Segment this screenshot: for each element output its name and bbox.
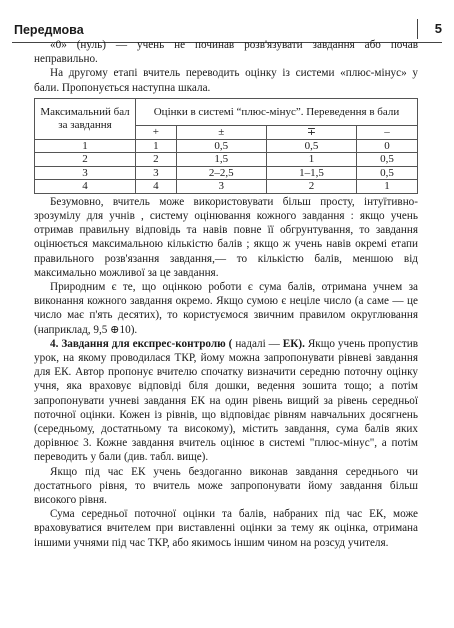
section-4-paragraph bbox=[34, 337, 418, 465]
table-cell: 2 bbox=[136, 153, 177, 167]
paragraph: «0» (нуль) — учень не починав розв'язувати завдання або почав неправильно. bbox=[34, 39, 418, 66]
paragraph: Сума середньої поточної оцінки та балів, набраних під час ЕК, може враховуватися вчителем при виставленні оцінки за тему як оцінка, отримана іншими учнями під час ТКР, або якимось іншим чином на розсуд учителя. bbox=[34, 508, 418, 549]
table-cell: 4 bbox=[35, 180, 136, 194]
table-group-header: Оцінки в системі “плюс-мінус”. Переведення в бали bbox=[136, 98, 418, 125]
table-cell: 1–1,5 bbox=[266, 166, 356, 180]
table-cell: 0,5 bbox=[357, 153, 418, 167]
table-cell: 0 bbox=[357, 139, 418, 153]
column-header: – bbox=[357, 125, 418, 139]
table-cell: 3 bbox=[136, 166, 177, 180]
table-cell: 4 bbox=[136, 180, 177, 194]
table-cell: 2 bbox=[266, 180, 356, 194]
table-cell: 1 bbox=[35, 139, 136, 153]
conversion-table bbox=[34, 98, 418, 194]
column-header: ∓ bbox=[266, 125, 356, 139]
column-header: + bbox=[136, 125, 177, 139]
table-cell: 3 bbox=[176, 180, 266, 194]
paragraph: Природним є те, що оцінкою роботи є сума балів, отримана учнем за виконання кожного завдання окремо. Якщо сумою є неціле число (а саме — це число має п'ять десятих), то користуємося звичним правилом округлювання (наприклад, 9,5 ⊕10). bbox=[34, 281, 418, 336]
section-heading: 4. Завдання для експрес-контролю ( bbox=[50, 337, 233, 350]
table-cell: 3 bbox=[35, 166, 136, 180]
paragraph: Якщо під час ЕК учень бездоганно виконав завдання середнього чи достатнього рівня, то вчитель може запропонувати йому завдання більш високого рівня. bbox=[34, 465, 418, 507]
table-cell: 0,5 bbox=[266, 139, 356, 153]
paragraph: Безумовно, вчитель може використовувати більш просту, інтуїтивно-зрозумілу для учнів , систему оцінювання кожного завдання : якщо учень отримав правильну відповідь та навів повне її обгрунтування, то завдання оцінюється максимальною кількістю балів ; якщо ж учень навів окремі етапи правильного розв'язання завдання,— то кількістю балів, меншою від максимально можливої за це завдання. bbox=[34, 195, 418, 279]
table-cell: 2–2,5 bbox=[176, 166, 266, 180]
table-cell: 1 bbox=[136, 139, 177, 153]
page-body bbox=[34, 38, 418, 550]
column-header: ± bbox=[176, 125, 266, 139]
table-cell: 1,5 bbox=[176, 153, 266, 167]
page-number: 5 bbox=[417, 19, 442, 39]
table-row bbox=[35, 153, 418, 167]
table-cell: 0,5 bbox=[357, 166, 418, 180]
table-row bbox=[35, 139, 418, 153]
section-heading-aside: надалі — bbox=[232, 337, 283, 350]
table-row-header: Максимальний бал за завдання bbox=[35, 98, 136, 139]
table-cell: 1 bbox=[266, 153, 356, 167]
section-body: Якщо учень пропустив урок, на якому проводилася ТКР, йому можна запропонувати рівневі завдання для ЕК. Автор пропонує вчителю спочатку визначити середню поточну оцінку учня, яка враховує відповіді біля дошки, ведення зошита тощо; а потім запропонувати учневі завдання ЕК на один рівень вищий за рівень середньої поточної оцінки. Кожен із рівнів, що відповідає рівням навчальних досягнень (середньому, достатньому та високому), містить завдання, сума балів яких дорівнює 3. Кожне завдання вчитель оцінює в системі "плюс-мінус", а потім переводить у бали (див. табл. вище). bbox=[34, 337, 418, 464]
section-heading-end: ЕК). bbox=[282, 337, 305, 350]
table-cell: 1 bbox=[357, 180, 418, 194]
table-row bbox=[35, 166, 418, 180]
table-row bbox=[35, 180, 418, 194]
table-cell: 0,5 bbox=[176, 139, 266, 153]
paragraph: На другому етапі вчитель переводить оцінку із системи «плюс-мінус» у бали. Пропонується наступна шкала. bbox=[34, 67, 418, 94]
table-cell: 2 bbox=[35, 153, 136, 167]
header-title: Передмова bbox=[14, 23, 84, 37]
